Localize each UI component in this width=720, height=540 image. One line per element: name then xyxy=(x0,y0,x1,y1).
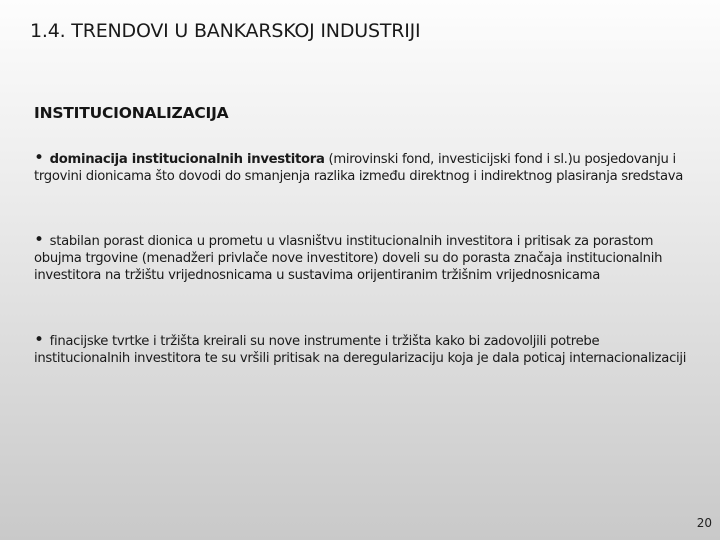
bullet-marker: • xyxy=(34,230,44,250)
slide-title: 1.4. TRENDOVI U BANKARSKOJ INDUSTRIJI xyxy=(30,20,421,42)
bullet-paragraph-1 xyxy=(34,150,696,185)
bullet-emphasis: dominacija institucionalnih investitora xyxy=(49,152,325,167)
section-heading: INSTITUCIONALIZACIJA xyxy=(34,104,229,122)
bullet-paragraph-3 xyxy=(34,332,696,367)
bullet-text: stabilan porast dionica u prometu u vlasništvu institucionalnih investitora i pritisak za porastom obujma trgovine (menadžeri privlače nove investitore) doveli su do porasta značaja institucionalnih investitora na tržištu vrijednosnicama u sustavima orijentiranim tržišnim vrijednosnicama xyxy=(34,234,663,283)
bullet-marker: • xyxy=(34,148,44,168)
bullet-paragraph-2 xyxy=(34,232,696,284)
bullet-text: finacijske tvrtke i tržišta kreirali su nove instrumente i tržišta kako bi zadovoljili potrebe institucionalnih investitora te su vršili pritisak na deregularizaciju koja je dala poticaj internacionalizaciji xyxy=(34,334,687,366)
page-number: 20 xyxy=(696,516,712,530)
bullet-marker: • xyxy=(34,330,44,350)
bullet-text: (mirovinski fond, investicijski fond i sl.)u posjedovanju i trgovini dionicama što dovodi do smanjenja razlika između direktnog i indirektnog plasiranja sredstava xyxy=(34,152,684,184)
